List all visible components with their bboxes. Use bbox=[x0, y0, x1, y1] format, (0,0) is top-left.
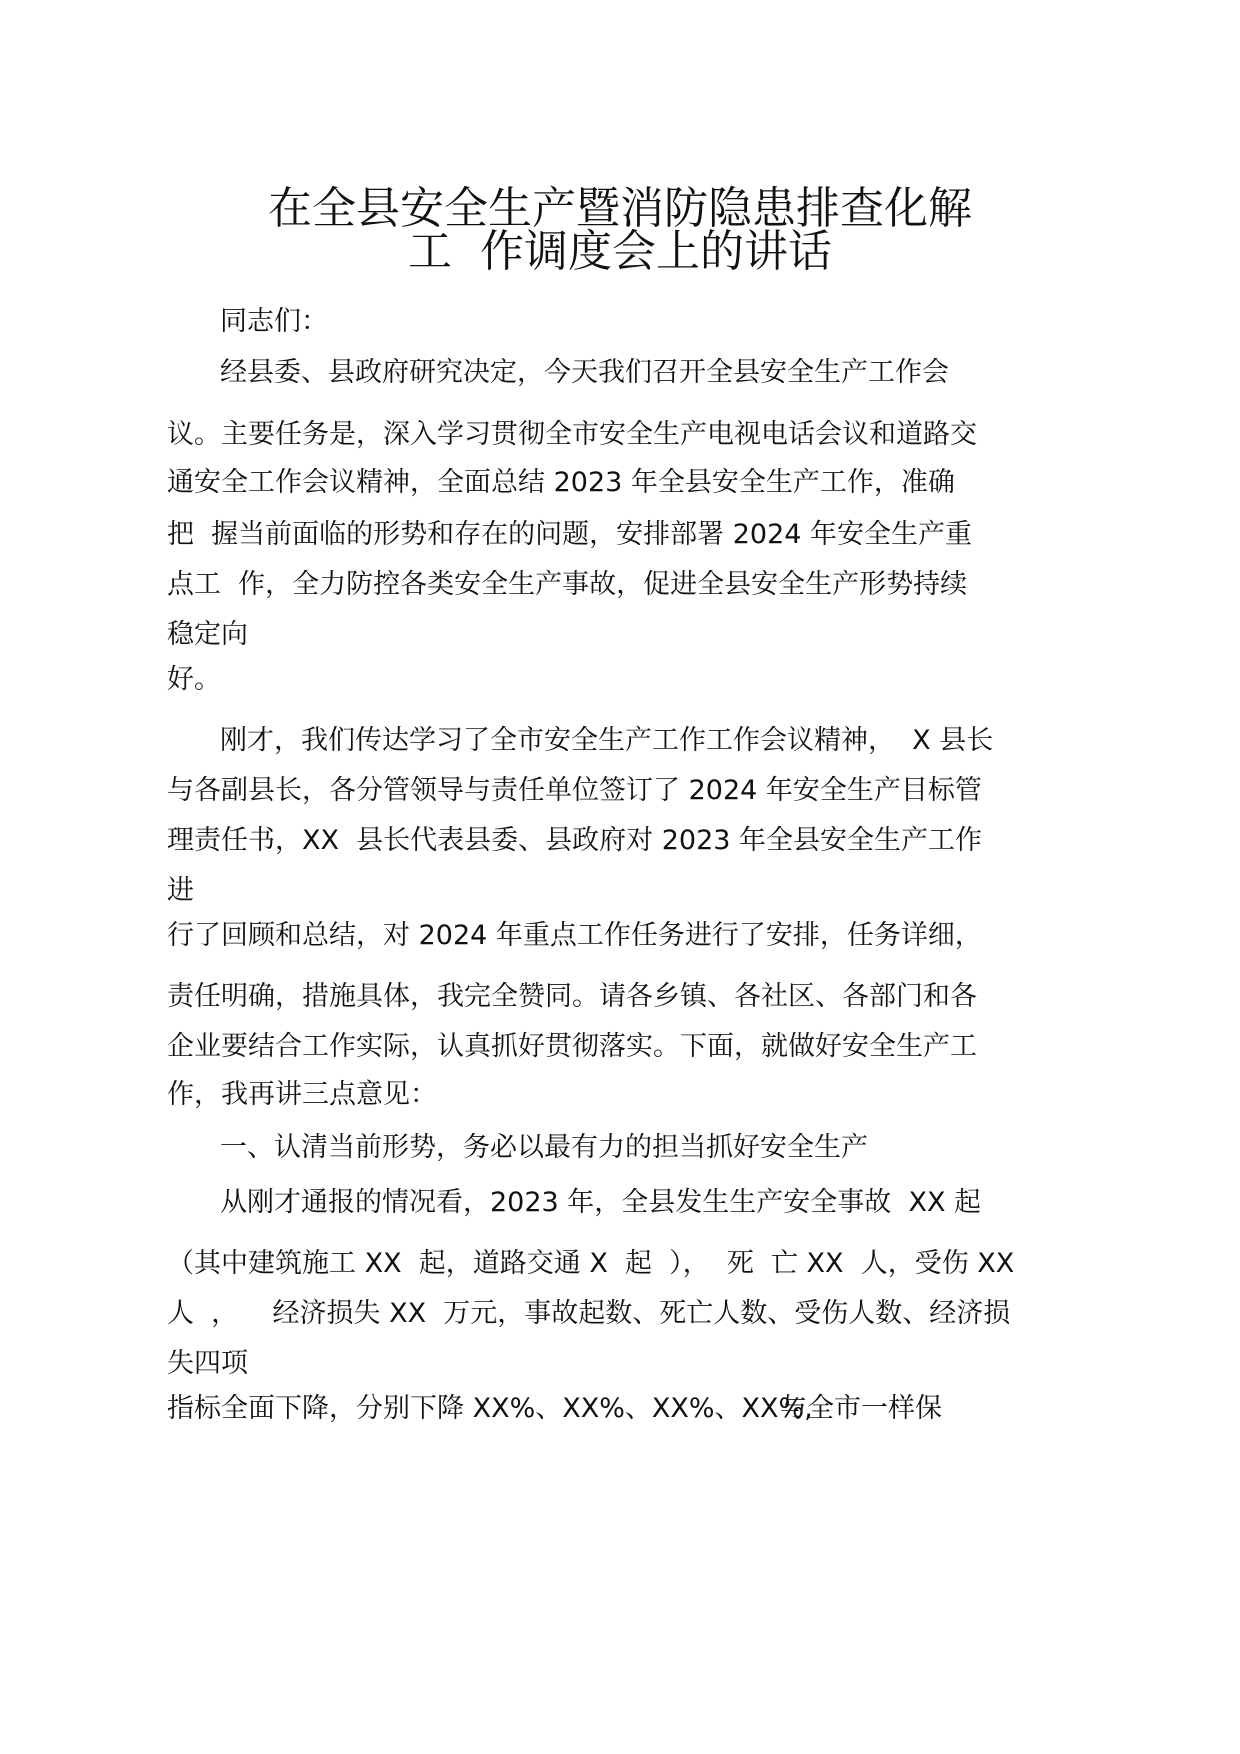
body-line: 把 握当前面临的形势和存在的问题，安排部署 2024 年安全生产重 bbox=[167, 519, 973, 550]
body-line: 失四项 bbox=[167, 1348, 248, 1379]
body-line: 稳定向 bbox=[167, 619, 248, 650]
body-line: 经县委、县政府研究决定，今天我们召开全县安全生产工作会 bbox=[220, 357, 949, 388]
body-line: 刚才，我们传达学习了全市安全生产工作工作会议精神， X 县长 bbox=[220, 725, 994, 756]
body-line: 通安全工作会议精神，全面总结 2023 年全县安全生产工作，准确 bbox=[167, 467, 955, 498]
body-line: 与各副县长，各分管领导与责任单位签订了 2024 年安全生产目标管 bbox=[167, 775, 982, 806]
body-line: 人 ， 经济损失 XX 万元，事故起数、死亡人数、受伤人数、经济损 bbox=[167, 1298, 1011, 1329]
body-line: 从刚才通报的情况看，2023 年，全县发生生产安全事故 XX 起 bbox=[220, 1187, 982, 1218]
body-line: 理责任书，XX 县长代表县委、县政府对 2023 年全县安全生产工作 bbox=[167, 825, 983, 856]
body-line: 议。主要任务是，深入学习贯彻全市安全生产电视电话会议和道路交 bbox=[167, 419, 977, 450]
body-line: 作，我再讲三点意见： bbox=[167, 1079, 437, 1110]
body-line: 好。 bbox=[167, 664, 221, 695]
document-title-line-1: 在全县安全生产暨消防隐患排查化解 bbox=[268, 183, 972, 234]
section-heading: 一、认清当前形势，务必以最有力的担当抓好安全生产 bbox=[220, 1132, 868, 1163]
body-line-tail: 与全市一样保 bbox=[780, 1393, 942, 1424]
body-line: 企业要结合工作实际，认真抓好贯彻落实。下面，就做好安全生产工 bbox=[167, 1031, 977, 1062]
salutation: 同志们： bbox=[220, 306, 328, 337]
body-line: 行了回顾和总结，对 2024 年重点工作任务进行了安排，任务详细， bbox=[167, 920, 982, 951]
body-line: 进 bbox=[167, 875, 194, 906]
body-line: 指标全面下降，分别下降 XX%、XX%、XX%、XX%, bbox=[167, 1393, 813, 1424]
body-line: 责任明确，措施具体，我完全赞同。请各乡镇、各社区、各部门和各 bbox=[167, 981, 977, 1012]
document-title-line-2: 工 作调度会上的讲话 bbox=[408, 226, 832, 277]
body-line: 点工 作，全力防控各类安全生产事故，促进全县安全生产形势持续 bbox=[167, 569, 968, 600]
body-line: （其中建筑施工 XX 起，道路交通 X 起 ）， 死 亡 XX 人，受伤 XX bbox=[167, 1248, 1015, 1279]
